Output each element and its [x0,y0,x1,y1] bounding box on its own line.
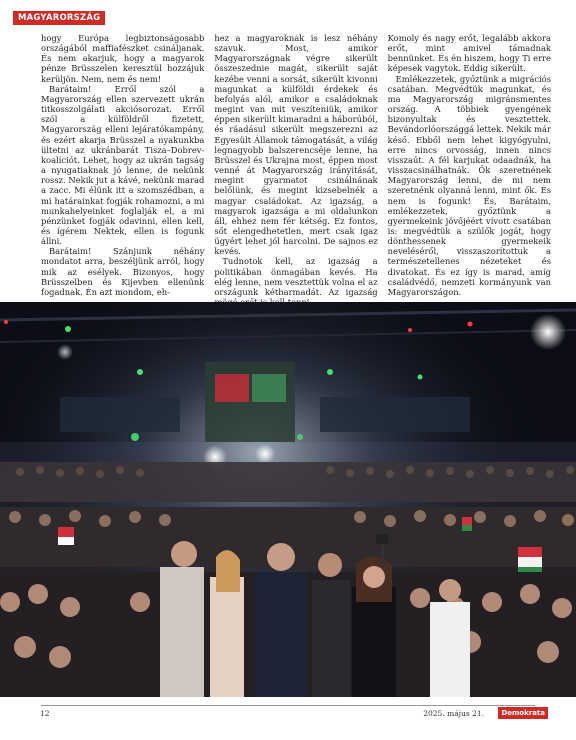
text-column-2 [214,33,377,295]
paragraph: hez a magyaroknak is lesz néhány szavuk. Most, amikor Magyarországnak végre sikerült összeszednie magát, sikerült saját kezébe venni a sorsát, sikerült kivonni magunkat a külföldi érdekek és befolyás alól, amikor a családoknak megint van mit veszíteniük, amikor éppen sikerült kimaradni a háborúból, és ráadásul sikerült megszerezni az Egyesült Államok támogatását, a világ legnagyobb balszerencséje lenne, ha Brüsszel és Ukrajna most, éppen most venné át Magyarország irányítását, megint gyarmatot csinálnának belőlünk, és megint kizsebelnék a magyar családokat. Az igazság, a magyarok igazsága a mi oldalunkon áll, ehhez nem fér kétség. Ez fontos, sőt elengedhetetlen, mert csak igaz ügyért lehet jól harcolni. De sajnos ez kevés. [214,33,378,257]
paragraph: Komoly és nagy erőt, legalább akkora erőt, mint amivel támadnak bennünket. És én hiszem, hogy Ti erre képesek vagytok. Eddig sikerült. [387,33,551,74]
paragraph: hogy Európa legbiztonságosabb országából maffiafészket csináljanak. És nem akarjuk, hogy a magyarok pénze Brüsszelen keresztül hozzájuk kerüljön. Nem, nem és nem! [41,33,205,84]
text-column-3 [388,33,551,295]
crowd-selfie-illustration [0,302,576,697]
section-label: MAGYARORSZÁG [13,11,105,25]
paragraph: Tudnotok kell, az igazság a politikában önmagában kevés. Ha elég lenne, nem vesztettük volna el az országunk kétharmadát. Az igazság [214,256,378,297]
footer-divider [41,705,535,706]
paragraph: Barátaim! Erről szól a Magyarország ellen szervezett ukrán titkosszolgálati akciósorozat. Erről szól a külföldről fizetett, Magyarország elleni lejáratókampány, és ezért akarja Brüsszel a nyakunkba ültetni az ukránbarát Tisza–Dobrev-koalíciót. Lehet, hogy az ukrán tagság a nyugatiaknak jó lenne, de nekünk rossz. Nekik jut a kávé, nekünk marad a zacc. Mi élünk itt a szomszédban, a mi határainkat fogják rohamozni, a mi munkahelyeinket foglalják el, a mi pénzünket fogják odavinni, ellen kell, és ígérem Nektek, ellen is fogunk állni. [41,83,205,247]
paragraph: Barátaim! Szánjunk néhány mondatot arra, beszéljünk arról, hogy mik az esélyek. Bizonyos, hogy Brüsszelben és Kijevben ellenünk fogadnak. Én azt mondom, eh- [41,246,205,297]
article-body [41,33,551,295]
text-column-1 [41,33,204,295]
paragraph: Emlékezzetek, győztünk a migrációs csatában. Megvédtük magunkat, és ma Magyarország migránsmentes ország. A többiek gyengének bizonyultak és vesztettek. Bevándorlóországgá lettek. Nekik már késő. Ebből nem lehet kigyógyulni, erre nincs orvosság, innen nincs visszaút. A fél karjukat odaadnák, ha visszacsinálhatnák. Ők szeretnének Magyarország lenni, de mi nem szeretnénk olyanná lenni, mint ők. És nem is fogunk! És, Barátaim, emlékezzetek, győztünk a gyermekeink jövőjéért vívott csatában is: megvédtük a szülők jogát, hogy dönthessenek gyermekeik neveléséről, visszaszorítottuk a természetellenes nézeteket és divatokat. És ez így is marad, amíg családvédő, nemzeti kormányunk van Magyarországon. [387,73,551,297]
magazine-logo: Demokrata [498,707,548,719]
issue-date: 2025. május 21. [423,709,484,718]
page-number: 12 [40,709,50,718]
rally-photo [0,302,576,697]
